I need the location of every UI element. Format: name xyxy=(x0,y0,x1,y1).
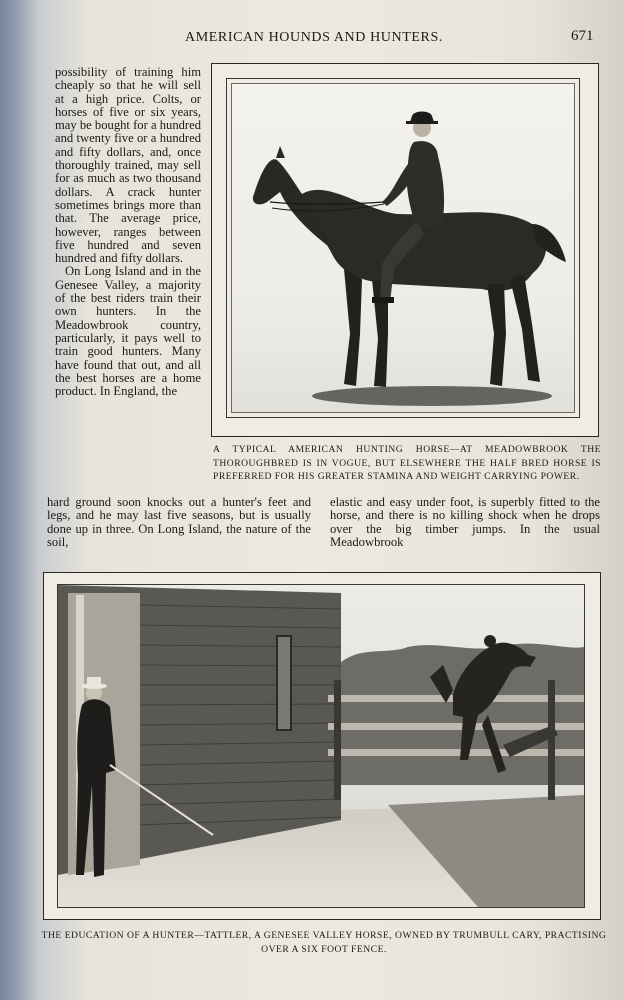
figure-caption: THE EDUCATION OF A HUNTER—TATTLER, A GENESEE VALLEY HORSE, OWNED BY TRUMBULL CARY, PRACTISING OVER A SIX FOOT FENCE. xyxy=(41,930,607,955)
barn-and-fence-illustration xyxy=(58,585,584,907)
article-bottom-left-column xyxy=(47,496,311,549)
horse-and-rider-illustration xyxy=(232,84,574,412)
horse-jumping-photo xyxy=(43,572,601,920)
figure-caption: A TYPICAL AMERICAN HUNTING HORSE—AT MEADOWBROOK THE THOROUGHBRED IS IN VOGUE, BUT ELSEWHERE THE HALF BRED HORSE IS PREFERRED FOR HIS GREATER STAMINA AND WEIGHT CARRYING POWER. xyxy=(213,444,601,482)
article-paragraph: possibility of training him cheaply so that he will sell at a high price. Colts, or horses of five or six years, may be bought for a hundred and twenty five or a hundred and fifty dollars, and, once thoroughly trained, may sell for as much as two thousand dollars. A crack hunter sometimes brings more than that. The average price, however, ranges between five hundred and seven hundred and fifty dollars. xyxy=(55,65,201,266)
article-paragraph: elastic and easy under foot, is superbly fitted to the horse, and there is no killing shock when he drops over the big timber jumps. In the usual Meadowbrook xyxy=(330,495,600,549)
hunting-horse-photo xyxy=(211,63,599,437)
article-paragraph: hard ground soon knocks out a hunter's feet and legs, and he may last five seasons, but is usually done up in three. On Long Island, the nature of the soil, xyxy=(47,495,311,549)
article-bottom-right-column xyxy=(330,496,600,549)
article-left-column xyxy=(55,66,201,398)
article-paragraph: On Long Island and in the Genesee Valley, a majority of the best riders train their own hunters. In the Meadowbrook country, particularly, it pays well to train good hunters. Many have found that out, and all the best horses are a home product. In England, the xyxy=(55,264,201,399)
page-number: 671 xyxy=(571,28,594,44)
running-title: AMERICAN HOUNDS AND HUNTERS. xyxy=(185,30,443,45)
